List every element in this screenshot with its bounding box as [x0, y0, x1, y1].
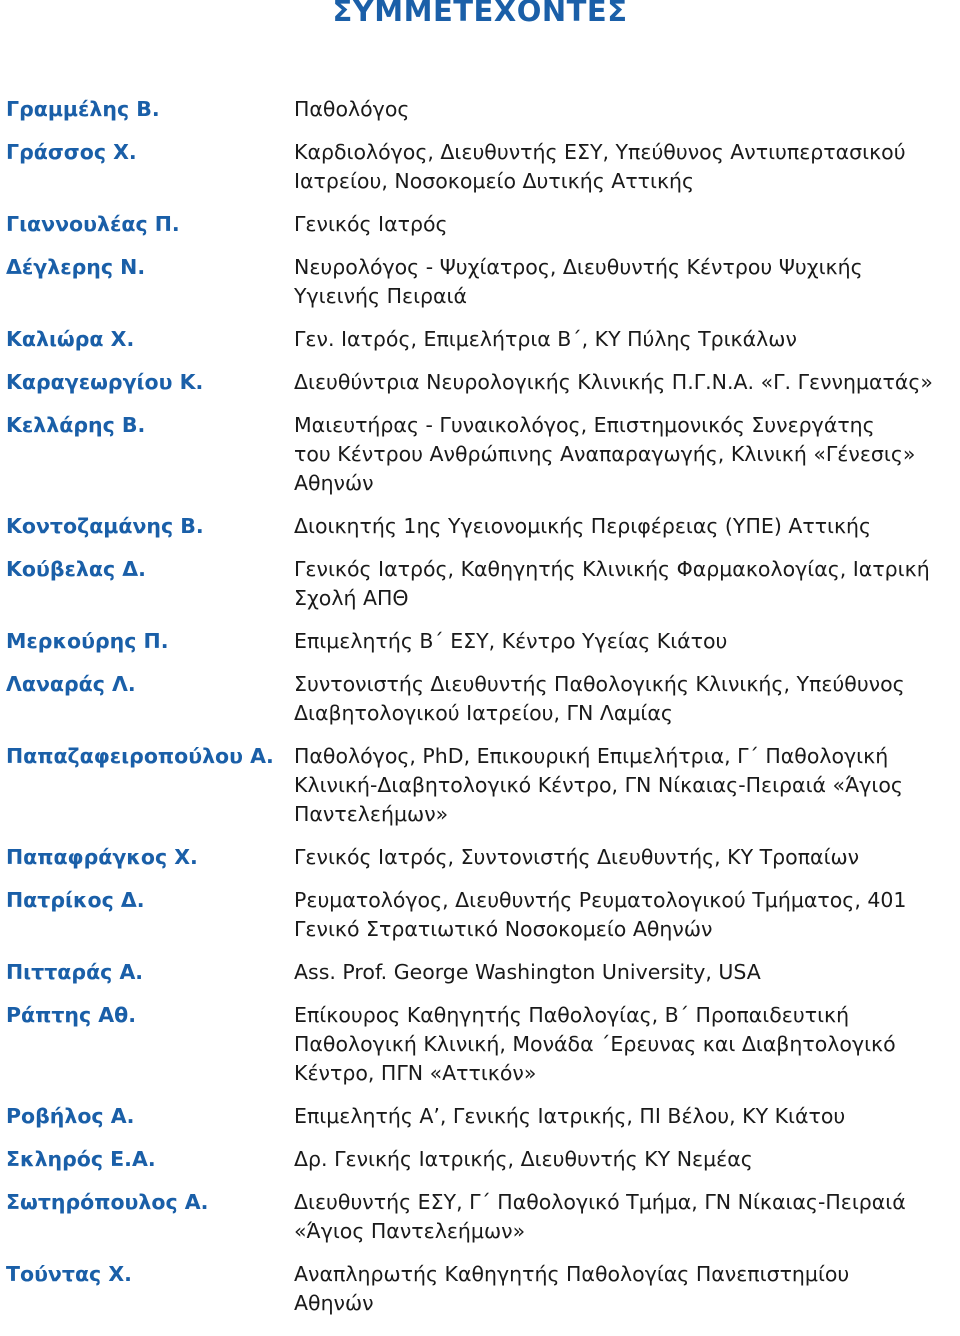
participant-name: Κελλάρης Β.	[6, 413, 146, 437]
participant-name: Σκληρός Ε.Α.	[6, 1147, 156, 1171]
participant-role: Διευθυντής ΕΣΥ, Γ΄ Παθολογικό Τμήμα, ΓΝ Νίκαιας-Πειραιά «Άγιος Παντελεήμων»	[294, 1190, 906, 1243]
participant-name: Ράπτης Αθ.	[6, 1003, 137, 1027]
participant-row	[0, 95, 960, 124]
participant-role: Γενικός Ιατρός	[294, 212, 448, 236]
participant-row	[0, 138, 960, 196]
participant-role: Δρ. Γενικής Ιατρικής, Διευθυντής ΚΥ Νεμέας	[294, 1147, 753, 1171]
participant-name: Δέγλερης Ν.	[6, 255, 146, 279]
participant-name: Γραμμέλης Β.	[6, 97, 160, 121]
participant-row	[0, 253, 960, 311]
participant-role: Διευθύντρια Νευρολογικής Κλινικής Π.Γ.Ν.Α. «Γ. Γεννηματάς»	[294, 370, 933, 394]
participant-name: Μερκούρης Π.	[6, 629, 169, 653]
participant-name: Πιτταράς Α.	[6, 960, 144, 984]
participant-row	[0, 1188, 960, 1246]
participant-role: Αναπληρωτής Καθηγητής Παθολογίας Πανεπιστημίου Αθηνών	[294, 1262, 850, 1315]
page-title: ΣΥΜΜΕΤΕΧΟΝΤΕΣ	[332, 0, 628, 28]
participant-name: Τούντας Χ.	[6, 1262, 132, 1286]
participant-name: Πατρίκος Δ.	[6, 888, 145, 912]
participant-row	[0, 886, 960, 944]
participant-row	[0, 843, 960, 872]
participant-row	[0, 670, 960, 728]
participant-role: Παθολόγος, PhD, Επικουρική Επιμελήτρια, Γ΄ Παθολογική Κλινική-Διαβητολογικό Κέντρο, ΓΝ Νίκαιας-Πειραιά «Άγιος Παντελεήμων»	[294, 744, 903, 826]
participant-name: Καλιώρα Χ.	[6, 327, 135, 351]
participant-row	[0, 411, 960, 498]
participant-name: Καραγεωργίου Κ.	[6, 370, 204, 394]
participant-row	[0, 1145, 960, 1174]
participant-name: Παπαφράγκος Χ.	[6, 845, 198, 869]
participant-role: Μαιευτήρας - Γυναικολόγος, Επιστημονικός Συνεργάτης του Κέντρου Ανθρώπινης Αναπαραγωγής, Κλινική «Γένεσις» Αθηνών	[294, 413, 916, 495]
participant-row	[0, 325, 960, 354]
participant-role: Ass. Prof. George Washington University, USA	[294, 960, 761, 984]
participant-role: Γενικός Ιατρός, Συντονιστής Διευθυντής, ΚΥ Τροπαίων	[294, 845, 860, 869]
participant-row	[0, 1102, 960, 1131]
participant-role: Παθολόγος	[294, 97, 410, 121]
participant-role: Ρευματολόγος, Διευθυντής Ρευματολογικού Τμήματος, 401 Γενικό Στρατιωτικό Νοσοκομείο Αθηνών	[294, 888, 907, 941]
participant-role: Καρδιολόγος, Διευθυντής ΕΣΥ, Υπεύθυνος Αντιυπερτασικού Ιατρείου, Νοσοκομείο Δυτικής Αττικής	[294, 140, 906, 193]
participant-name: Σωτηρόπουλος Α.	[6, 1190, 209, 1214]
participant-name: Ροβήλος Α.	[6, 1104, 135, 1128]
participant-role: Επίκουρος Καθηγητής Παθολογίας, Β΄ Προπαιδευτική Παθολογική Κλινική, Μονάδα ΄Ερευνας και Διαβητολογικό Κέντρο, ΠΓΝ «Αττικόν»	[294, 1003, 896, 1085]
participant-role: Διοικητής 1ης Υγειονομικής Περιφέρειας (ΥΠΕ) Αττικής	[294, 514, 872, 538]
participant-role: Νευρολόγος - Ψυχίατρος, Διευθυντής Κέντρου Ψυχικής Υγιεινής Πειραιά	[294, 255, 863, 308]
participant-row	[0, 512, 960, 541]
participant-role: Επιμελητής Α’, Γενικής Ιατρικής, ΠΙ Βέλου, ΚΥ Κιάτου	[294, 1104, 846, 1128]
participant-list	[0, 95, 960, 1332]
participant-row	[0, 958, 960, 987]
participant-row	[0, 210, 960, 239]
participant-role: Γενικός Ιατρός, Καθηγητής Κλινικής Φαρμακολογίας, Ιατρική Σχολή ΑΠΘ	[294, 557, 930, 610]
participant-row	[0, 1260, 960, 1318]
participant-name: Λαναράς Λ.	[6, 672, 136, 696]
participant-row	[0, 1001, 960, 1088]
participant-name: Κοντοζαμάνης Β.	[6, 514, 204, 538]
participant-row	[0, 368, 960, 397]
participant-name: Παπαζαφειροπούλου Α.	[6, 744, 274, 768]
participant-row	[0, 627, 960, 656]
participant-row	[0, 555, 960, 613]
participant-name: Κούβελας Δ.	[6, 557, 146, 581]
participant-name: Γράσσος Χ.	[6, 140, 137, 164]
participant-row	[0, 742, 960, 829]
participant-role: Γεν. Ιατρός, Επιμελήτρια Β΄, ΚΥ Πύλης Τρικάλων	[294, 327, 797, 351]
participant-role: Επιμελητής Β΄ ΕΣΥ, Κέντρο Υγείας Κιάτου	[294, 629, 728, 653]
participant-role: Συντονιστής Διευθυντής Παθολογικής Κλινικής, Υπεύθυνος Διαβητολογικού Ιατρείου, ΓΝ Λαμίας	[294, 672, 905, 725]
participant-name: Γιαννουλέας Π.	[6, 212, 180, 236]
